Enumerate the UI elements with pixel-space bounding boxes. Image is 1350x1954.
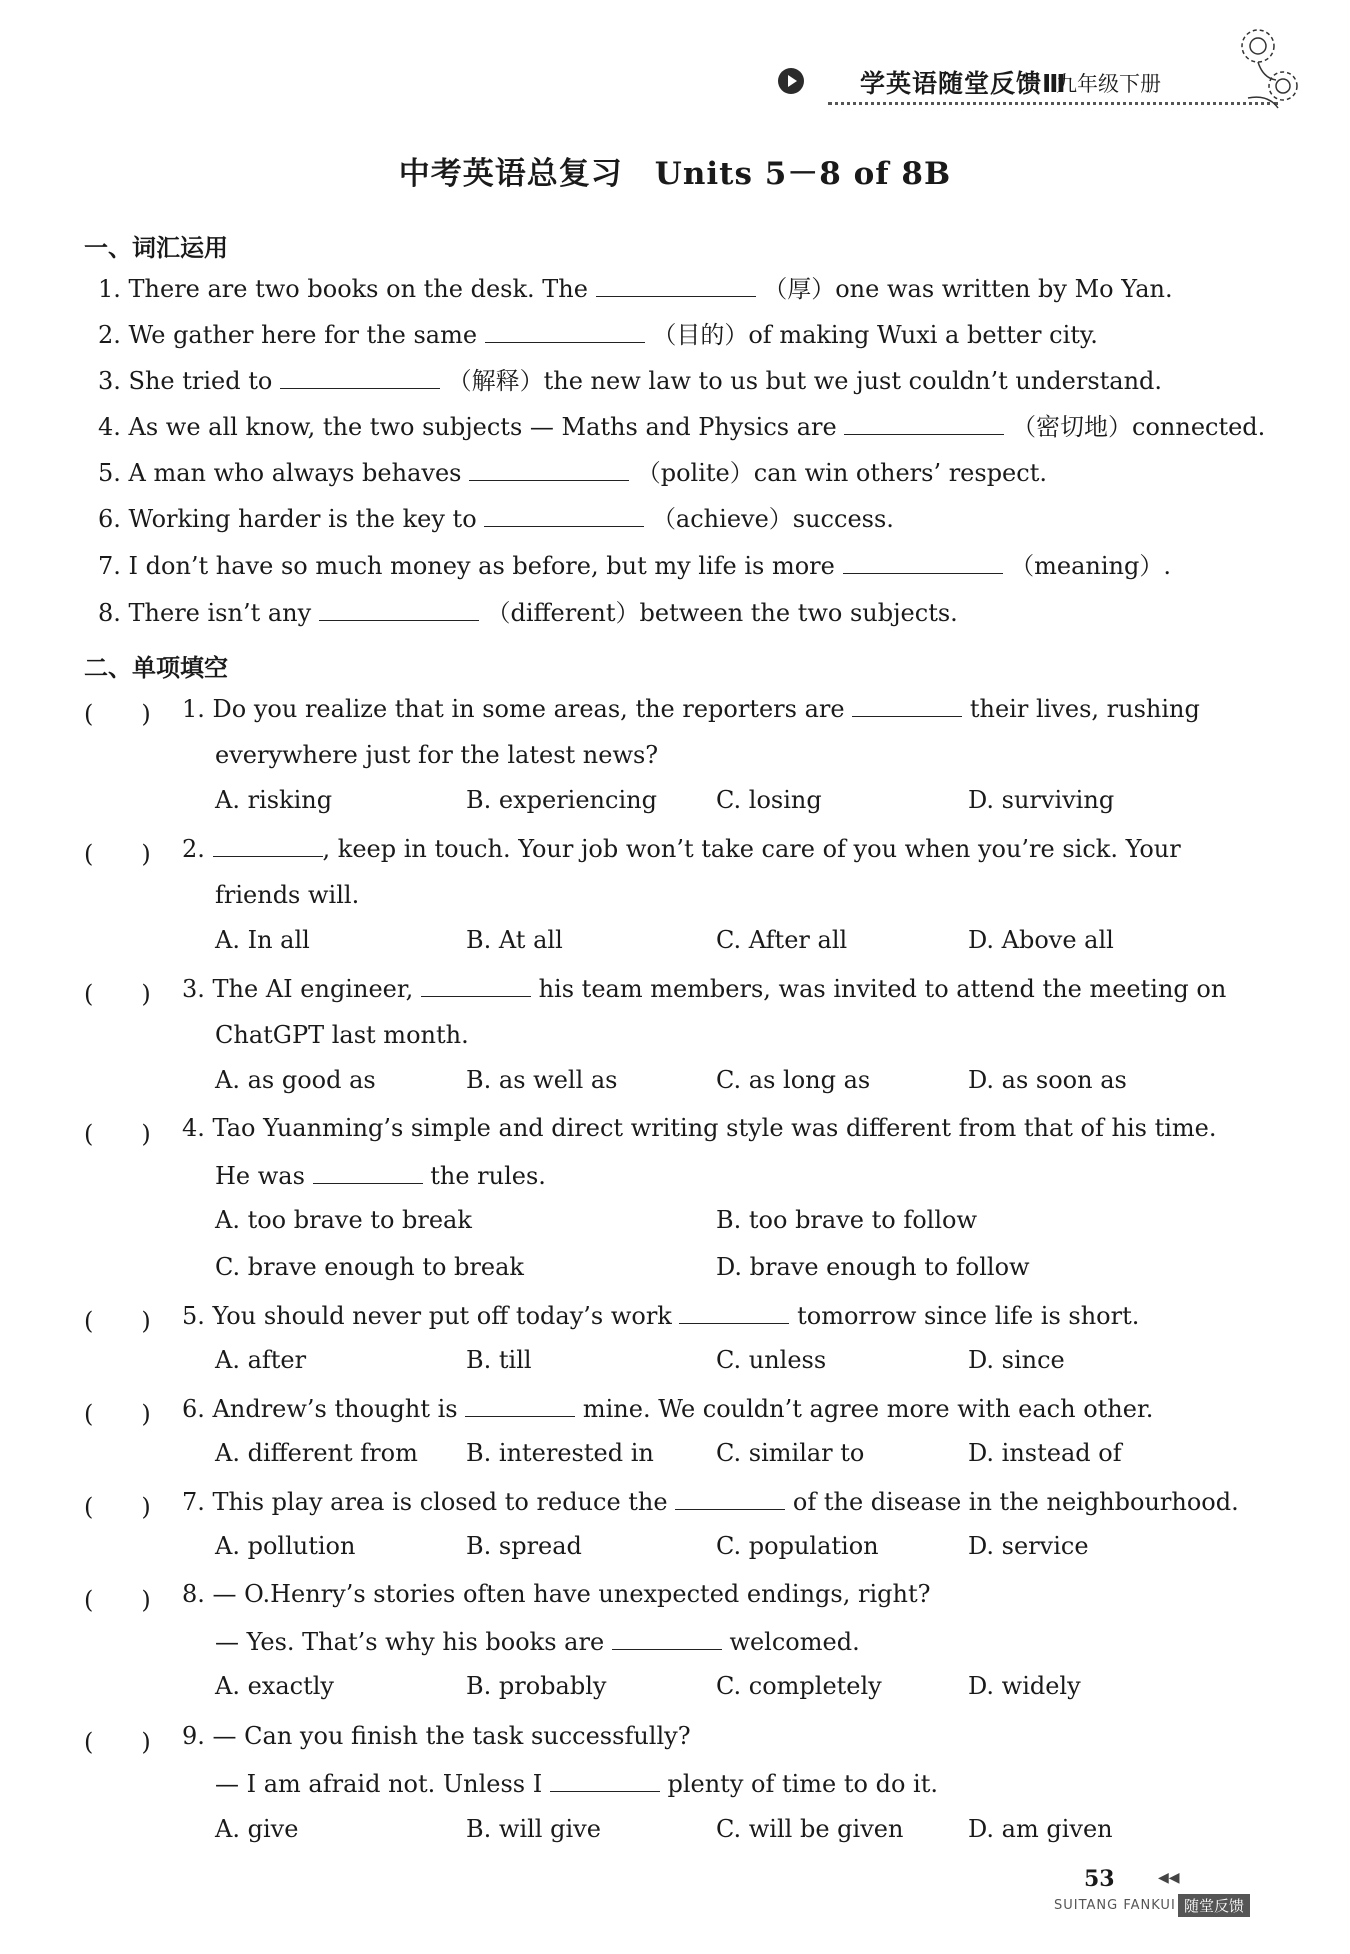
page-title: 中考英语总复习 Units 5－8 of 8B bbox=[398, 156, 952, 192]
question-text: — O.Henry’s stories often have unexpected endings, right? bbox=[212, 1580, 931, 1608]
answer-bracket[interactable]: ( ) bbox=[84, 980, 151, 1008]
answer-blank[interactable] bbox=[485, 318, 645, 343]
vocab-item-3 bbox=[98, 364, 1162, 397]
option-a[interactable]: A. give bbox=[215, 1815, 299, 1843]
option-a[interactable]: A. too brave to break bbox=[215, 1206, 472, 1234]
question-3 bbox=[182, 972, 1226, 1005]
vocab-text: （achieve）success. bbox=[651, 505, 894, 533]
vocab-item-4 bbox=[98, 410, 1265, 443]
question-text: mine. We couldn’t agree more with each other. bbox=[582, 1395, 1154, 1423]
question-text: — Can you finish the task successfully? bbox=[212, 1722, 691, 1750]
option-c[interactable]: C. After all bbox=[716, 926, 848, 954]
vocab-text: （different）between the two subjects. bbox=[486, 599, 958, 627]
question-text: plenty of time to do it. bbox=[667, 1770, 938, 1798]
vocab-text: 1. There are two books on the desk. The bbox=[98, 275, 588, 303]
option-a[interactable]: A. after bbox=[215, 1346, 307, 1374]
page-header bbox=[778, 58, 1318, 118]
vocab-text: （polite）can win others’ respect. bbox=[636, 459, 1047, 487]
option-d[interactable]: D. service bbox=[968, 1532, 1089, 1560]
question-2-continuation: friends will. bbox=[215, 881, 360, 909]
option-b[interactable]: B. as well as bbox=[466, 1066, 618, 1094]
option-d[interactable]: D. surviving bbox=[968, 786, 1115, 814]
question-number: 3. bbox=[182, 975, 205, 1003]
page-number: 53 bbox=[1084, 1866, 1115, 1892]
option-b[interactable]: B. too brave to follow bbox=[716, 1206, 977, 1234]
header-divider bbox=[828, 102, 1278, 105]
option-d[interactable]: D. since bbox=[968, 1346, 1065, 1374]
question-text: of the disease in the neighbourhood. bbox=[792, 1488, 1239, 1516]
question-1-continuation: everywhere just for the latest news? bbox=[215, 741, 659, 769]
option-d[interactable]: D. instead of bbox=[968, 1439, 1122, 1467]
grade-label: 九年级下册 bbox=[1056, 72, 1161, 96]
option-b[interactable]: B. spread bbox=[466, 1532, 582, 1560]
question-number: 1. bbox=[182, 695, 205, 723]
footer-subtitle: SUITANG FANKUI bbox=[1054, 1898, 1176, 1913]
question-text: — Yes. That’s why his books are bbox=[215, 1628, 605, 1656]
question-1 bbox=[182, 692, 1200, 725]
option-d[interactable]: D. am given bbox=[968, 1815, 1113, 1843]
question-text: You should never put off today’s work bbox=[212, 1302, 672, 1330]
vocab-text: 5. A man who always behaves bbox=[98, 459, 462, 487]
option-c[interactable]: C. completely bbox=[716, 1672, 882, 1700]
answer-bracket[interactable]: ( ) bbox=[84, 700, 151, 728]
option-b[interactable]: B. At all bbox=[466, 926, 563, 954]
question-4-continuation bbox=[215, 1159, 546, 1192]
option-c[interactable]: C. similar to bbox=[716, 1439, 865, 1467]
play-icon bbox=[778, 68, 804, 94]
vocab-text: （解释）the new law to us but we just couldn’t understand. bbox=[447, 367, 1163, 395]
question-text: Do you realize that in some areas, the reporters are bbox=[212, 695, 845, 723]
answer-blank bbox=[421, 972, 531, 997]
vocab-text: 2. We gather here for the same bbox=[98, 321, 478, 349]
question-8-continuation bbox=[215, 1625, 860, 1658]
option-a[interactable]: A. pollution bbox=[215, 1532, 356, 1560]
vocab-text: （密切地）connected. bbox=[1012, 413, 1266, 441]
answer-blank bbox=[612, 1625, 722, 1650]
vocab-text: 7. I don’t have so much money as before, but my life is more bbox=[98, 552, 835, 580]
vocab-text: 3. She tried to bbox=[98, 367, 273, 395]
vocab-item-7 bbox=[98, 549, 1171, 582]
question-number: 6. bbox=[182, 1395, 205, 1423]
flower-decoration-icon bbox=[1228, 18, 1308, 128]
option-a[interactable]: A. different from bbox=[215, 1439, 418, 1467]
option-b[interactable]: B. will give bbox=[466, 1815, 601, 1843]
question-text: The AI engineer, bbox=[212, 975, 414, 1003]
answer-blank bbox=[852, 692, 962, 717]
question-number: 4. bbox=[182, 1114, 205, 1142]
question-text: , keep in touch. Your job won’t take care of you when you’re sick. Your bbox=[322, 835, 1181, 863]
option-d[interactable]: D. brave enough to follow bbox=[716, 1253, 1030, 1281]
answer-blank bbox=[550, 1767, 660, 1792]
vocab-item-5 bbox=[98, 456, 1047, 489]
question-text: Andrew’s thought is bbox=[212, 1395, 458, 1423]
option-c[interactable]: C. losing bbox=[716, 786, 822, 814]
vocab-item-2 bbox=[98, 318, 1098, 351]
option-c[interactable]: C. unless bbox=[716, 1346, 827, 1374]
answer-blank[interactable] bbox=[319, 596, 479, 621]
question-5 bbox=[182, 1299, 1139, 1332]
question-text: welcomed. bbox=[729, 1628, 860, 1656]
option-a[interactable]: A. as good as bbox=[215, 1066, 376, 1094]
answer-blank bbox=[465, 1392, 575, 1417]
question-number: 8. bbox=[182, 1580, 205, 1608]
answer-bracket[interactable]: ( ) bbox=[84, 840, 151, 868]
answer-blank[interactable] bbox=[843, 549, 1003, 574]
question-4 bbox=[182, 1112, 1217, 1144]
vocab-text: 6. Working harder is the key to bbox=[98, 505, 477, 533]
question-2 bbox=[182, 832, 1181, 865]
answer-bracket[interactable]: ( ) bbox=[84, 1728, 151, 1756]
question-text: This play area is closed to reduce the bbox=[212, 1488, 668, 1516]
answer-bracket[interactable]: ( ) bbox=[84, 1586, 151, 1614]
answer-blank[interactable] bbox=[484, 502, 644, 527]
answer-bracket[interactable]: ( ) bbox=[84, 1120, 151, 1148]
vocab-text: （目的）of making Wuxi a better city. bbox=[652, 321, 1098, 349]
vocab-text: 4. As we all know, the two subjects — Maths and Physics are bbox=[98, 413, 837, 441]
section-multiple-choice-heading: 二、单项填空 bbox=[84, 654, 228, 682]
question-number: 7. bbox=[182, 1488, 205, 1516]
question-number: 5. bbox=[182, 1302, 205, 1330]
vocab-item-8 bbox=[98, 596, 958, 629]
option-a[interactable]: A. In all bbox=[215, 926, 310, 954]
question-text: tomorrow since life is short. bbox=[797, 1302, 1140, 1330]
question-9-continuation bbox=[215, 1767, 938, 1800]
option-b[interactable]: B. interested in bbox=[466, 1439, 654, 1467]
option-c[interactable]: C. as long as bbox=[716, 1066, 871, 1094]
answer-blank[interactable] bbox=[469, 456, 629, 481]
option-c[interactable]: C. brave enough to break bbox=[215, 1253, 524, 1281]
question-3-continuation: ChatGPT last month. bbox=[215, 1021, 469, 1049]
answer-bracket[interactable]: ( ) bbox=[84, 1307, 151, 1335]
answer-blank[interactable] bbox=[844, 410, 1004, 435]
double-arrow-left-icon: ◀◀ bbox=[1158, 1870, 1180, 1886]
answer-blank bbox=[679, 1299, 789, 1324]
question-text: Tao Yuanming’s simple and direct writing style was different from that of his time. bbox=[212, 1114, 1217, 1142]
option-d[interactable]: D. as soon as bbox=[968, 1066, 1127, 1094]
answer-blank[interactable] bbox=[280, 364, 440, 389]
question-text: — I am afraid not. Unless I bbox=[215, 1770, 543, 1798]
option-d[interactable]: D. Above all bbox=[968, 926, 1114, 954]
question-number: 9. bbox=[182, 1722, 205, 1750]
vocab-text: （meaning）. bbox=[1010, 552, 1171, 580]
question-6 bbox=[182, 1392, 1153, 1425]
option-a[interactable]: A. exactly bbox=[215, 1672, 334, 1700]
option-c[interactable]: C. population bbox=[716, 1532, 879, 1560]
option-b[interactable]: B. till bbox=[466, 1346, 532, 1374]
question-text: He was bbox=[215, 1162, 305, 1190]
footer-badge: 随堂反馈 bbox=[1178, 1894, 1250, 1917]
answer-blank bbox=[313, 1159, 423, 1184]
answer-bracket[interactable]: ( ) bbox=[84, 1400, 151, 1428]
question-8 bbox=[182, 1578, 930, 1610]
vocab-text: （厚）one was written by Mo Yan. bbox=[763, 275, 1173, 303]
option-d[interactable]: D. widely bbox=[968, 1672, 1081, 1700]
question-text: the rules. bbox=[430, 1162, 546, 1190]
answer-blank bbox=[213, 832, 323, 857]
question-text: their lives, rushing bbox=[969, 695, 1200, 723]
question-9 bbox=[182, 1720, 691, 1752]
option-b[interactable]: B. probably bbox=[466, 1672, 607, 1700]
question-text: his team members, was invited to attend the meeting on bbox=[538, 975, 1227, 1003]
question-number: 2. bbox=[182, 835, 205, 863]
answer-bracket[interactable]: ( ) bbox=[84, 1493, 151, 1521]
answer-blank bbox=[675, 1485, 785, 1510]
brand-title: 学英语随堂反馈Ⅲ bbox=[860, 69, 1067, 98]
option-a[interactable]: A. risking bbox=[215, 786, 333, 814]
section-vocabulary-heading: 一、词汇运用 bbox=[84, 234, 228, 262]
question-7 bbox=[182, 1485, 1239, 1518]
option-b[interactable]: B. experiencing bbox=[466, 786, 657, 814]
answer-blank[interactable] bbox=[596, 272, 756, 297]
option-c[interactable]: C. will be given bbox=[716, 1815, 904, 1843]
vocab-item-1 bbox=[98, 272, 1173, 305]
vocab-text: 8. There isn’t any bbox=[98, 599, 312, 627]
vocab-item-6 bbox=[98, 502, 894, 535]
